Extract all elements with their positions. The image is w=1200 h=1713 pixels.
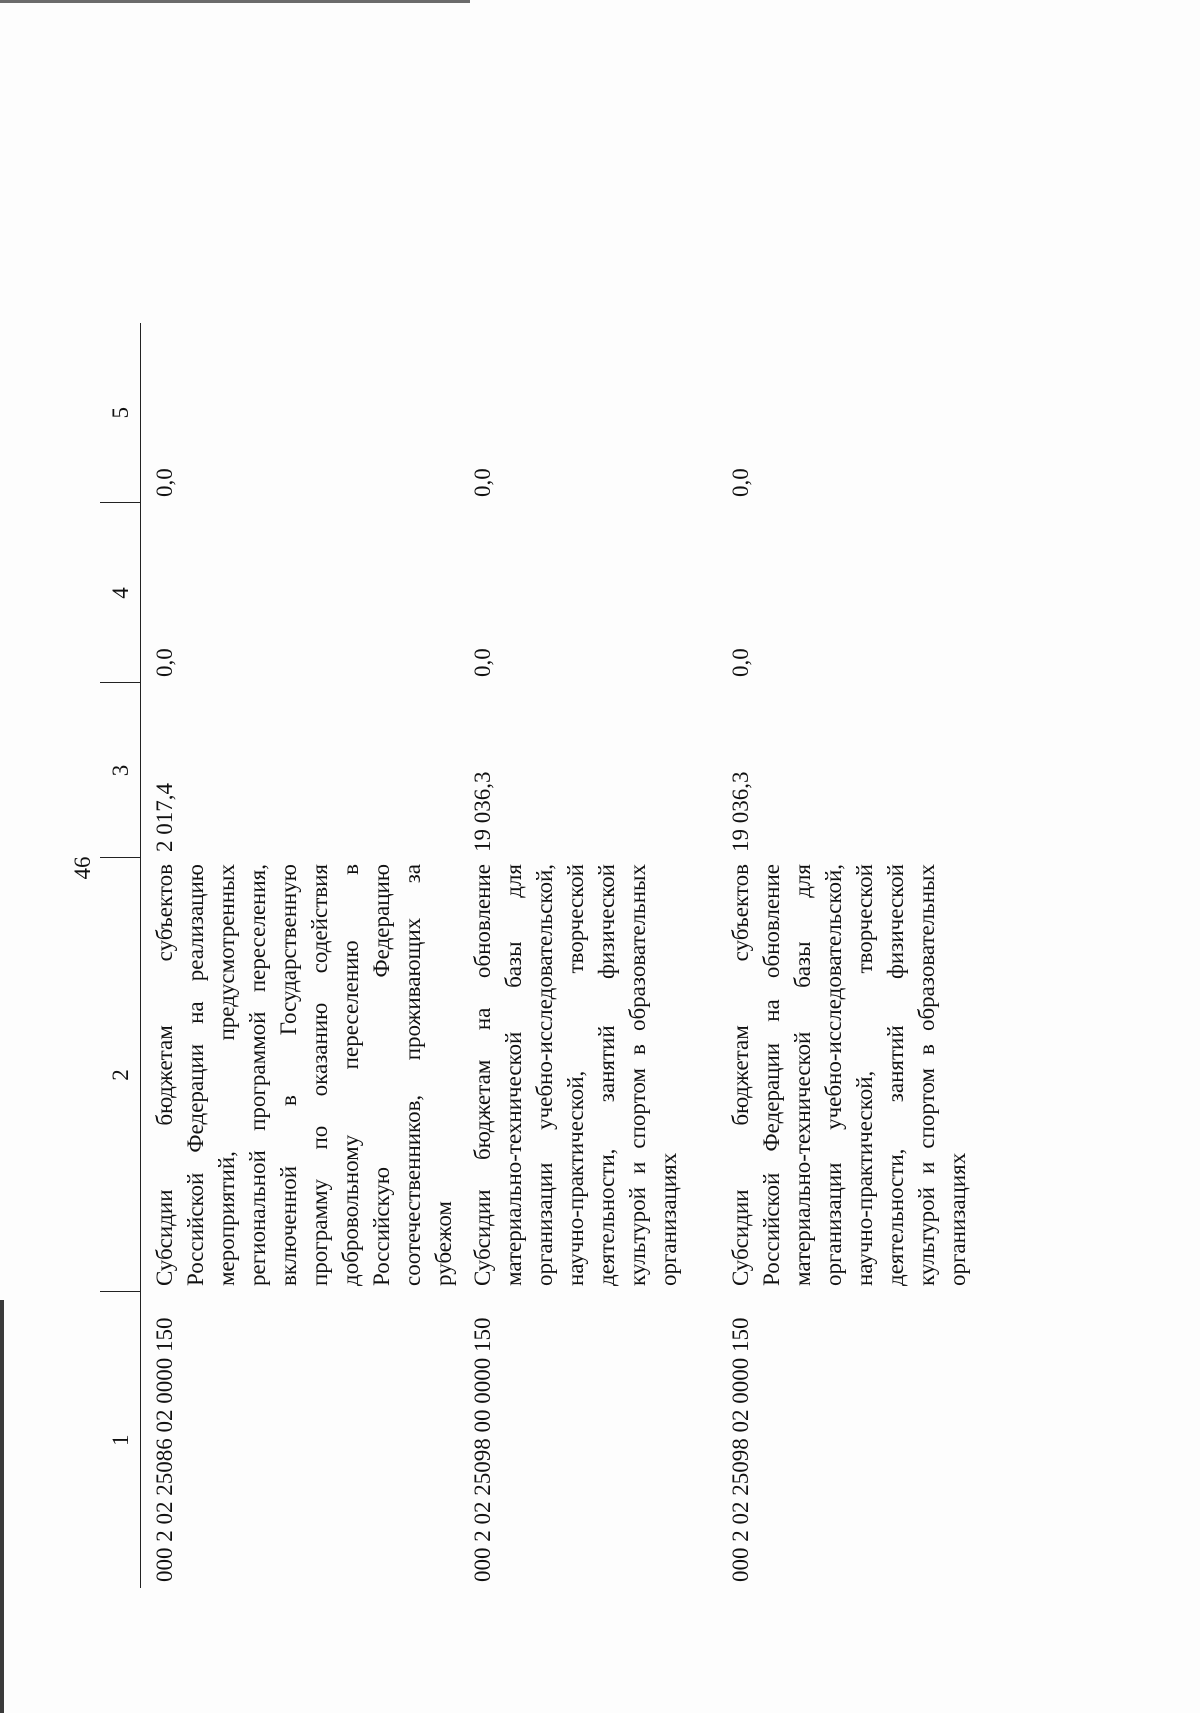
row-code: 000 2 02 25098 02 0000 150 <box>728 1317 753 1582</box>
header-col-5: 5 <box>100 323 141 503</box>
row-col5-value: 0,0 <box>152 468 177 497</box>
row-col5-value: 0,0 <box>470 468 495 497</box>
table-header-row <box>100 323 141 1588</box>
header-col-4: 4 <box>100 503 141 683</box>
table-row <box>459 323 717 1588</box>
row-col5-value: 0,0 <box>728 468 753 497</box>
row-description: Субсидии бюджетам субъектов Российской Федерации на обновление материально-технической базы для организации учебно-исследовательской, научно-практической, творческой деятельности, занятий физической культурой и спортом в образовательных организациях <box>728 864 970 1286</box>
row-col3-value: 19 036,3 <box>728 771 753 852</box>
row-col4-value: 0,0 <box>152 648 177 677</box>
page-number: 46 <box>70 856 95 880</box>
table-row <box>717 323 973 1588</box>
row-code: 000 2 02 25086 02 0000 150 <box>152 1317 177 1582</box>
budget-table <box>100 323 973 1588</box>
row-col3-value: 2 017,4 <box>152 783 177 852</box>
header-col-2: 2 <box>100 858 141 1292</box>
row-description: Субсидии бюджетам на обновление материально-технической базы для организации учебно-исследовательской, научно-практической, творческой деятельности, занятий физической культурой и спортом в образовательных организациях <box>470 864 681 1286</box>
row-code: 000 2 02 25098 00 0000 150 <box>470 1317 495 1582</box>
row-col4-value: 0,0 <box>470 648 495 677</box>
row-description: Субсидии бюджетам субъектов Российской Федерации на реализацию мероприятий, предусмотренных региональной программой переселения, включенной в Государственную программу по оказанию содействия добровольному переселению в Российскую Федерацию соотечественников, проживающих за рубежом <box>152 864 456 1286</box>
header-col-3: 3 <box>100 683 141 858</box>
row-col4-value: 0,0 <box>728 648 753 677</box>
table-row <box>141 323 460 1588</box>
header-col-1: 1 <box>100 1292 141 1588</box>
row-col3-value: 19 036,3 <box>470 771 495 852</box>
